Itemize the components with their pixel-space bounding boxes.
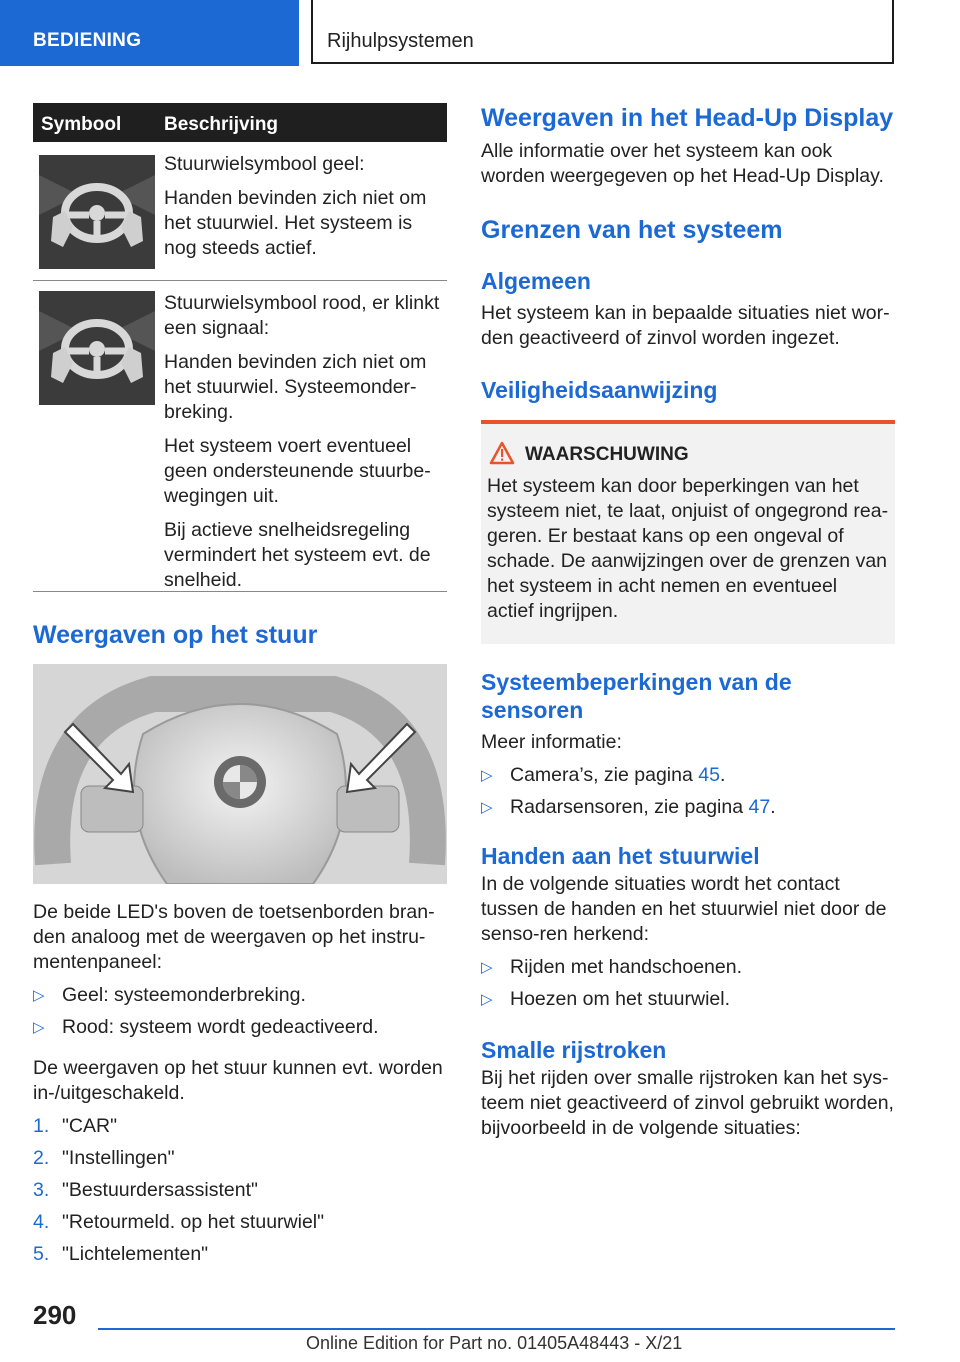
triangle-bullet-icon: ▷ bbox=[481, 799, 493, 816]
safety-heading: Veiligheidsaanwijzing bbox=[481, 377, 718, 403]
list-item bbox=[33, 983, 447, 1008]
limits-heading: Grenzen van het systeem bbox=[481, 216, 783, 244]
step-text: "Instellingen" bbox=[62, 1147, 175, 1169]
triangle-bullet-icon: ▷ bbox=[33, 1019, 45, 1036]
list-item-text: Rijden met handschoenen. bbox=[510, 956, 742, 978]
step-text: "Retourmeld. op het stuurwiel" bbox=[62, 1211, 325, 1233]
section-tab bbox=[0, 0, 299, 66]
narrow-heading: Smalle rijstroken bbox=[481, 1037, 667, 1063]
list-item bbox=[33, 1015, 447, 1040]
list-item-text: Geel: systeemonderbreking. bbox=[62, 984, 306, 1006]
row-text: Stuurwielsymbool geel: bbox=[164, 153, 365, 175]
list-item-text: Camera’s, zie pagina bbox=[510, 764, 699, 786]
general-text: Het systeem kan in bepaalde situaties niet wor-den geactiveerd of zinvol worden ingezet. bbox=[481, 302, 890, 349]
column-symbol: Symbool bbox=[41, 114, 122, 135]
chapter-tab bbox=[311, 0, 894, 64]
page-link[interactable]: 47 bbox=[748, 796, 771, 818]
step-text: "Bestuurdersassistent" bbox=[62, 1179, 258, 1201]
list-item: ▷ Radarsensoren, zie pagina 47. bbox=[481, 796, 776, 818]
column-description: Beschrijving bbox=[164, 114, 279, 135]
triangle-bullet-icon: ▷ bbox=[481, 959, 493, 976]
toggle-text: De weergaven op het stuur kunnen evt. worden in-/uitgeschakeld. bbox=[33, 1057, 443, 1104]
narrow-text: Bij het rijden over smalle rijstroken kan het sys-teem niet geactiveerd of zinvol gebruikt worden, bijvoorbeeld in de volgende situaties: bbox=[481, 1067, 894, 1139]
list-item-text: Rood: systeem wordt gedeactiveerd. bbox=[62, 1016, 379, 1038]
menu-steps bbox=[33, 1114, 447, 1274]
symbol-table-header bbox=[33, 103, 447, 142]
list-item bbox=[33, 1178, 447, 1210]
left-column bbox=[33, 103, 447, 1274]
hud-text: Alle informatie over het systeem kan ook worden weergegeven op het Head-Up Display. bbox=[481, 140, 884, 187]
list-item-text: Hoezen om het stuurwiel. bbox=[510, 988, 731, 1010]
list-item bbox=[33, 1210, 447, 1242]
warning-box bbox=[481, 420, 895, 644]
led-intro: De beide LED's boven de toetsenborden bran-den analoog met de weergaven op het instru-mentenpaneel: bbox=[33, 901, 435, 973]
page-number: 290 bbox=[33, 1300, 77, 1330]
step-number: 4. bbox=[33, 1211, 50, 1233]
step-number: 1. bbox=[33, 1115, 50, 1137]
step-number: 3. bbox=[33, 1179, 50, 1201]
list-item bbox=[481, 987, 895, 1012]
sensor-heading: Systeembeperkingen van de sensoren bbox=[481, 669, 792, 723]
step-text: "CAR" bbox=[62, 1115, 118, 1137]
table-row bbox=[33, 142, 447, 281]
table-row bbox=[33, 281, 447, 592]
list-item bbox=[33, 1114, 447, 1146]
page-link[interactable]: 45 bbox=[698, 764, 720, 786]
row-text: Bij actieve snelheidsregeling vermindert het systeem evt. de snelheid. bbox=[164, 519, 431, 591]
edition-text: Online Edition for Part no. 01405A48443 - X/21 bbox=[306, 1333, 683, 1353]
list-item: ▷ Camera’s, zie pagina 45. bbox=[481, 764, 726, 786]
chapter-title: Rijhulpsystemen bbox=[327, 30, 474, 52]
triangle-bullet-icon: ▷ bbox=[481, 767, 493, 784]
step-number: 2. bbox=[33, 1147, 50, 1169]
triangle-bullet-icon: ▷ bbox=[481, 991, 493, 1008]
section-title: BEDIENING bbox=[33, 30, 142, 51]
steering-wheel-yellow-icon bbox=[39, 155, 155, 269]
list-item bbox=[33, 1242, 447, 1274]
list-item bbox=[481, 955, 895, 980]
warning-triangle-icon bbox=[489, 441, 515, 465]
warning-text: Het systeem kan door beperkingen van het systeem niet, te laat, onjuist of ongegrond rea-geren. Er bestaat kans op een ongeval of schade. De aanwijzingen over de grenzen van het systeem in acht nemen en eventueel actief ingrijpen. bbox=[487, 475, 889, 622]
section-heading: Weergaven op het stuur bbox=[33, 621, 318, 649]
hands-text: In de volgende situaties wordt het contact tussen de handen en het stuurwiel niet door de senso-ren herkend: bbox=[481, 873, 887, 945]
triangle-bullet-icon: ▷ bbox=[33, 987, 45, 1004]
steering-wheel-red-icon bbox=[39, 291, 155, 405]
row-text: Handen bevinden zich niet om het stuurwiel. Het systeem is nog steeds actief. bbox=[164, 187, 427, 259]
row-text: Stuurwielsymbool rood, er klinkt een signaal: bbox=[164, 292, 440, 339]
list-item bbox=[33, 1146, 447, 1178]
sensor-intro: Meer informatie: bbox=[481, 731, 622, 753]
row-text: Handen bevinden zich niet om het stuurwiel. Systeemonder-breking. bbox=[164, 351, 427, 423]
hud-heading: Weergaven in het Head-Up Display bbox=[481, 104, 894, 132]
hands-heading: Handen aan het stuurwiel bbox=[481, 843, 760, 869]
list-item-text: Radarsensoren, zie pagina bbox=[510, 796, 749, 818]
row-text: Het systeem voert eventueel geen ondersteunende stuurbe-wegingen uit. bbox=[164, 435, 431, 507]
right-column bbox=[481, 103, 895, 1141]
steering-wheel-illustration bbox=[33, 664, 447, 884]
step-text: "Lichtelementen" bbox=[62, 1243, 209, 1265]
step-number: 5. bbox=[33, 1243, 50, 1265]
footer-rule bbox=[98, 1328, 895, 1330]
warning-title: WAARSCHUWING bbox=[525, 444, 689, 465]
general-heading: Algemeen bbox=[481, 268, 591, 294]
